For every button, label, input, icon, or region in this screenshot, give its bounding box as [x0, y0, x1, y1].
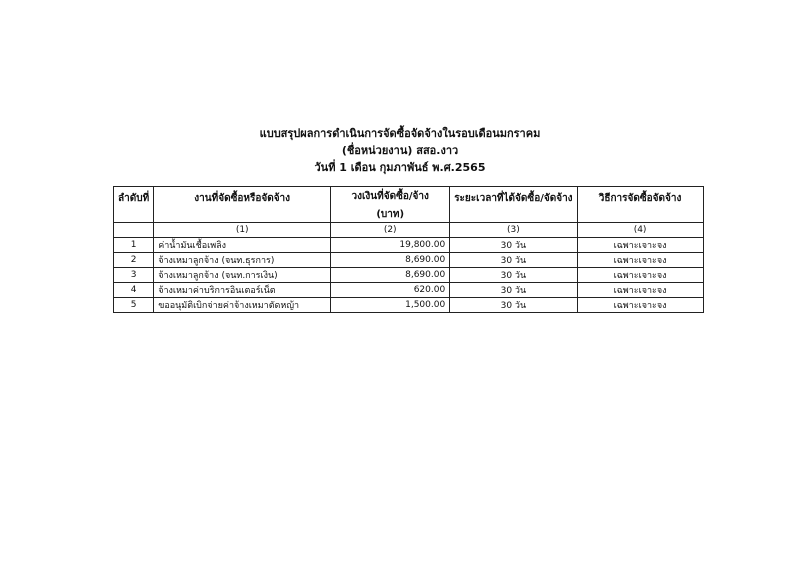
header-duration: ระยะเวลาที่ได้จัดซื้อ/จัดจ้าง [450, 187, 577, 223]
header-index: ลำดับที่ [114, 187, 154, 223]
row-item: ค่าน้ำมันเชื้อเพลิง [154, 238, 331, 253]
row-item: จ้างเหมาลูกจ้าง (จนท.การเงิน) [154, 268, 331, 283]
row-index: 4 [114, 283, 154, 298]
row-index: 1 [114, 238, 154, 253]
row-method: เฉพาะเจาะจง [577, 283, 703, 298]
column-number-row [114, 223, 704, 238]
row-duration: 30 วัน [450, 238, 577, 253]
header-method: วิธีการจัดซื้อจัดจ้าง [577, 187, 703, 223]
header-budget-unit: (บาท) [331, 206, 450, 223]
row-amount: 8,690.00 [331, 253, 450, 268]
row-item: ขออนุมัติเบิกจ่ายค่าจ้างเหมาตัดหญ้า [154, 298, 331, 313]
row-method: เฉพาะเจาะจง [577, 298, 703, 313]
row-amount: 8,690.00 [331, 268, 450, 283]
procurement-table [113, 186, 704, 313]
row-duration: 30 วัน [450, 253, 577, 268]
column-number-blank [114, 223, 154, 238]
row-amount: 620.00 [331, 283, 450, 298]
column-number: (4) [577, 223, 703, 238]
table-row [114, 298, 704, 313]
agency-name: (ชื่อหน่วยงาน) สสอ.งาว [341, 144, 459, 157]
row-duration: 30 วัน [450, 298, 577, 313]
table-row [114, 268, 704, 283]
header-budget: วงเงินที่จัดซื้อ/จ้าง [331, 187, 450, 207]
report-date: วันที่ 1 เดือน กุมภาพันธ์ พ.ศ.2565 [314, 161, 486, 174]
row-method: เฉพาะเจาะจง [577, 253, 703, 268]
row-item: จ้างเหมาลูกจ้าง (จนท.ธุรการ) [154, 253, 331, 268]
row-method: เฉพาะเจาะจง [577, 238, 703, 253]
header-item: งานที่จัดซื้อหรือจัดจ้าง [154, 187, 331, 223]
row-index: 5 [114, 298, 154, 313]
row-item: จ้างเหมาค่าบริการอินเตอร์เน็ต [154, 283, 331, 298]
row-amount: 19,800.00 [331, 238, 450, 253]
row-duration: 30 วัน [450, 283, 577, 298]
row-duration: 30 วัน [450, 268, 577, 283]
row-method: เฉพาะเจาะจง [577, 268, 703, 283]
table-header-row [114, 187, 704, 207]
table-row [114, 283, 704, 298]
column-number: (2) [331, 223, 450, 238]
column-number: (1) [154, 223, 331, 238]
column-number: (3) [450, 223, 577, 238]
table-row [114, 238, 704, 253]
row-amount: 1,500.00 [331, 298, 450, 313]
row-index: 2 [114, 253, 154, 268]
row-index: 3 [114, 268, 154, 283]
report-title: แบบสรุปผลการดำเนินการจัดซื้อจัดจ้างในรอบเดือนมกราคม [259, 127, 541, 140]
table-row [114, 253, 704, 268]
